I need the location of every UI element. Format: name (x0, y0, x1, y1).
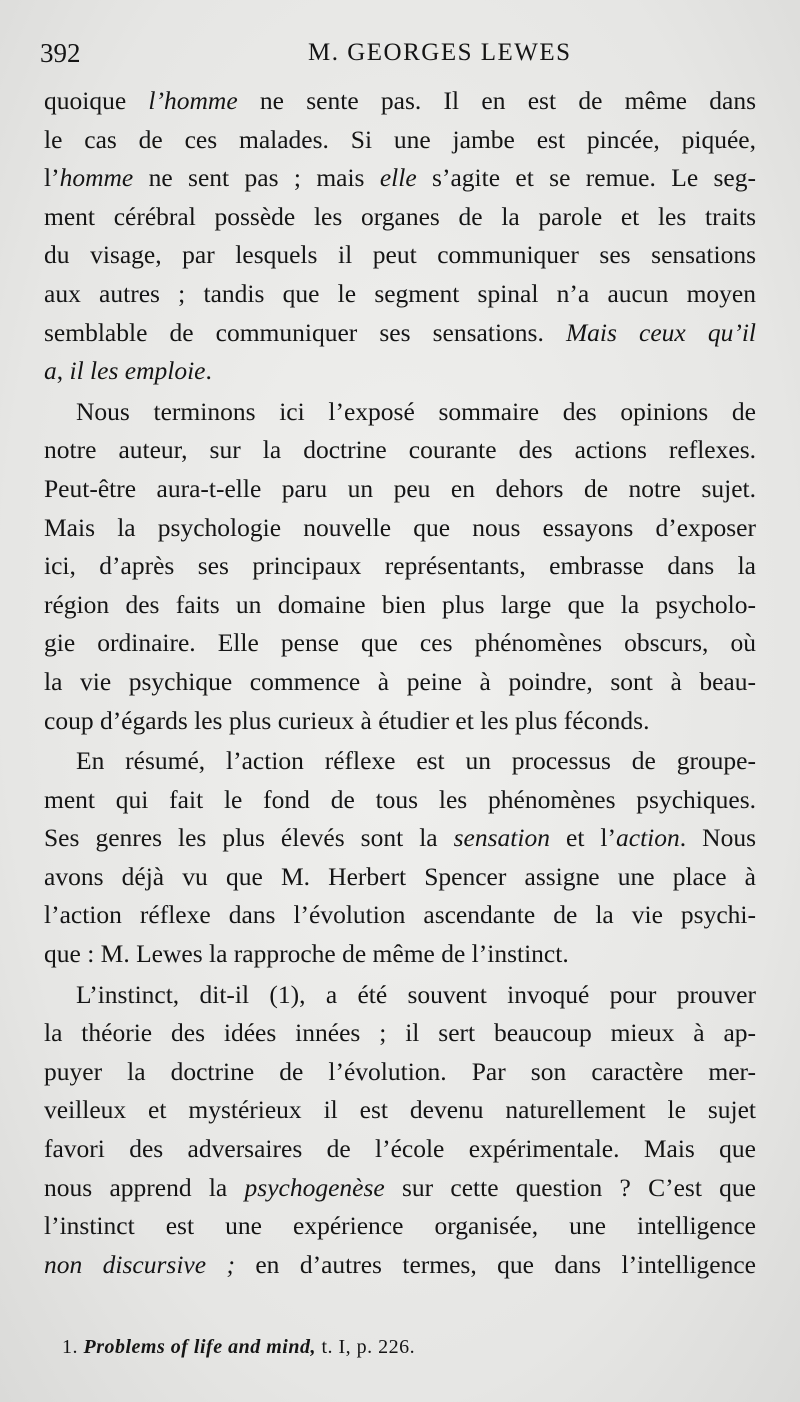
paragraph (44, 82, 756, 391)
text-line (44, 352, 756, 391)
text-line (44, 976, 756, 1015)
text-run: nous apprend la (44, 1172, 245, 1202)
text-run: sur cette question ? C’est que (384, 1172, 756, 1202)
text-run: du visage, par lesquels il peut communiquer ses sensations (44, 240, 756, 270)
text-run: ne sent pas ; mais (133, 163, 380, 193)
text-run: l’ (44, 163, 60, 193)
text-run: Nous terminons ici l’exposé sommaire des opinions de (76, 396, 756, 426)
text-run: Ses genres les plus élevés sont la (44, 823, 454, 853)
text-line (44, 82, 756, 121)
text-run: l’action réflexe dans l’évolution ascendante de la vie psychi- (44, 900, 756, 930)
text-line (44, 1014, 756, 1053)
text-run: le cas de ces malades. Si une jambe est pincée, piquée, (44, 124, 756, 154)
text-run: Mais la psychologie nouvelle que nous essayons d’exposer (44, 512, 756, 542)
text-run: la vie psychique commence à peine à poindre, sont à beau- (44, 666, 756, 696)
text-run: , (56, 356, 70, 386)
text-run: gie ordinaire. Elle pense que ces phénomènes obscurs, où (44, 628, 756, 658)
running-head: M. GEORGES LEWES (308, 39, 572, 66)
text-line (44, 314, 756, 353)
text-run: L’instinct, dit-il (1), a été souvent invoqué pour prouver (76, 979, 756, 1009)
text-line (44, 236, 756, 275)
paragraph (44, 976, 756, 1285)
text-line (44, 1130, 756, 1169)
text-line (44, 1053, 756, 1092)
italic-text: action (616, 823, 680, 853)
italic-text: Mais ceux qu’il (565, 317, 756, 347)
text-run: semblable de communiquer ses sensations. (44, 317, 566, 347)
text-line (44, 198, 756, 237)
text-line (44, 1169, 756, 1208)
footnote (62, 1336, 415, 1359)
text-line (44, 742, 756, 781)
text-run: veilleux et mystérieux il est devenu naturellement le sujet (44, 1095, 756, 1125)
text-line (44, 896, 756, 935)
text-run: En résumé, l’action réflexe est un processus de groupe- (76, 746, 756, 776)
text-run: que : M. Lewes la rapproche de même de l’instinct. (44, 939, 569, 969)
body-text (44, 82, 756, 1284)
text-run: . (205, 356, 212, 386)
paragraph (44, 393, 756, 740)
text-run: aux autres ; tandis que le segment spinal n’a aucun moyen (44, 278, 756, 308)
text-run: quoique (44, 86, 149, 115)
text-run: s’agite et se remue. Le seg- (416, 163, 756, 193)
text-run: ici, d’après ses principaux représentants, embrasse dans la (44, 551, 756, 581)
text-line (44, 586, 756, 625)
text-line (44, 935, 756, 974)
text-line (44, 1091, 756, 1130)
text-line (44, 781, 756, 820)
text-run: ment qui fait le fond de tous les phénomènes psychiques. (44, 784, 756, 814)
italic-text: l’homme (148, 86, 238, 115)
italic-text: psychogenèse (244, 1172, 385, 1202)
text-line (44, 702, 756, 741)
text-line (44, 393, 756, 432)
text-run: notre auteur, sur la doctrine courante des actions reflexes. (44, 435, 756, 465)
text-line (44, 624, 756, 663)
text-line (44, 547, 756, 586)
text-run: avons déjà vu que M. Herbert Spencer assigne une place à (44, 861, 756, 891)
text-line (44, 663, 756, 702)
text-line (44, 819, 756, 858)
italic-text: elle (379, 163, 417, 193)
text-line (44, 275, 756, 314)
footnote-number: 1. (62, 1336, 78, 1358)
text-line (44, 470, 756, 509)
text-line (44, 1246, 756, 1285)
text-line (44, 1207, 756, 1246)
italic-text: il les emploie (69, 356, 206, 386)
italic-text: non discursive ; (44, 1249, 235, 1279)
text-line (44, 431, 756, 470)
paragraph (44, 742, 756, 974)
text-run: coup d’égards les plus curieux à étudier et les plus féconds. (44, 705, 650, 735)
text-line (44, 858, 756, 897)
text-run: puyer la doctrine de l’évolution. Par son caractère mer- (44, 1056, 756, 1086)
text-run: région des faits un domaine bien plus large que la psycholo- (44, 589, 756, 619)
text-run: favori des adversaires de l’école expérimentale. Mais que (44, 1134, 756, 1164)
text-run: ment cérébral possède les organes de la parole et les traits (44, 201, 756, 231)
footnote-title: Problems of life and mind, (83, 1336, 316, 1358)
text-run: ne sente pas. Il en est de même dans (237, 86, 756, 115)
italic-text: sensation (453, 823, 550, 853)
page-header (40, 38, 755, 72)
italic-text: a (44, 356, 57, 386)
text-line (44, 121, 756, 160)
footnote-reference: t. I, p. 226. (315, 1336, 416, 1358)
page-number: 392 (40, 38, 81, 68)
text-run: la théorie des idées innées ; il sert beaucoup mieux à ap- (44, 1018, 756, 1048)
text-line (44, 159, 756, 198)
text-run: et l’ (549, 823, 617, 853)
text-run: en d’autres termes, que dans l’intelligence (234, 1249, 757, 1279)
text-run: . Nous (679, 823, 757, 853)
text-run: l’instinct est une expérience organisée, une intelligence (44, 1211, 756, 1241)
italic-text: homme (59, 163, 134, 193)
text-run: Peut-être aura-t-elle paru un peu en dehors de notre sujet. (44, 473, 756, 503)
text-line (44, 509, 756, 548)
